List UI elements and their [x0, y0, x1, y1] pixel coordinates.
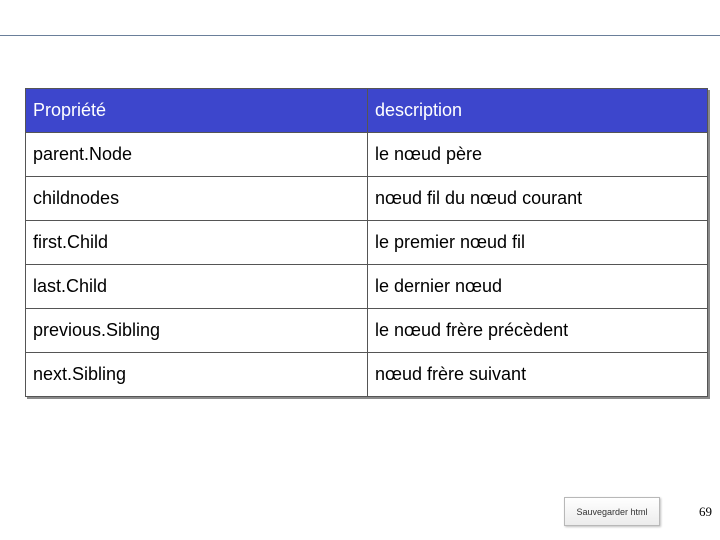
- header-property: Propriété: [26, 89, 368, 133]
- property-cell: parent.Node: [26, 133, 368, 177]
- description-cell: nœud fil du nœud courant: [368, 177, 708, 221]
- property-cell: previous.Sibling: [26, 309, 368, 353]
- table-row: [26, 133, 708, 177]
- header-description: description: [368, 89, 708, 133]
- table-row: [26, 265, 708, 309]
- description-cell: le nœud frère précèdent: [368, 309, 708, 353]
- top-divider: [0, 35, 720, 36]
- table-row: [26, 177, 708, 221]
- table-header-row: [26, 89, 708, 133]
- table-row: [26, 221, 708, 265]
- table-row: [26, 353, 708, 397]
- property-cell: childnodes: [26, 177, 368, 221]
- description-cell: le nœud père: [368, 133, 708, 177]
- description-cell: nœud frère suivant: [368, 353, 708, 397]
- save-html-button[interactable]: Sauvegarder html: [564, 497, 660, 526]
- property-cell: next.Sibling: [26, 353, 368, 397]
- description-cell: le dernier nœud: [368, 265, 708, 309]
- property-cell: first.Child: [26, 221, 368, 265]
- table-row: [26, 309, 708, 353]
- page-number: 69: [699, 504, 712, 519]
- description-cell: le premier nœud fil: [368, 221, 708, 265]
- property-cell: last.Child: [26, 265, 368, 309]
- properties-table: [25, 88, 708, 397]
